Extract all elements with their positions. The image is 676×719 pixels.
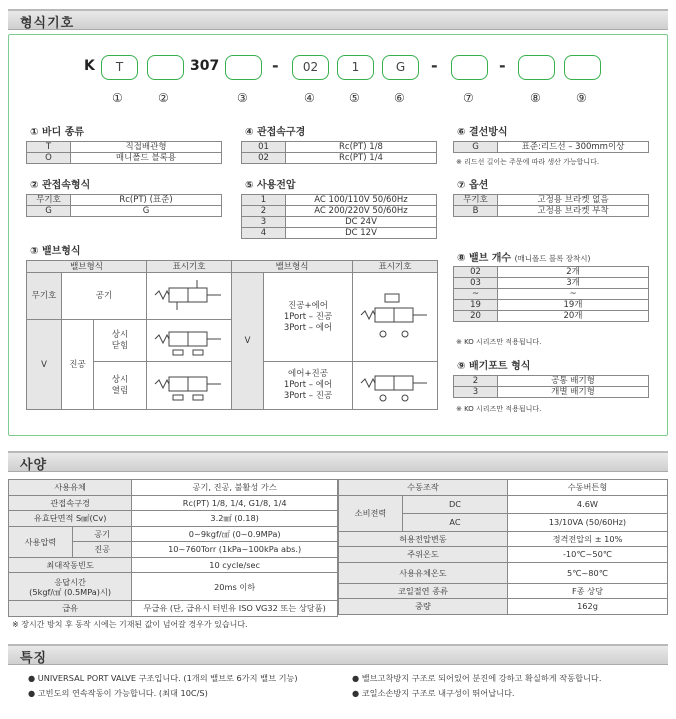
valve-count-title: ⑧ 밸브 개수 (매니폴드 블록 장착시)	[457, 253, 591, 264]
section-header-features	[8, 644, 668, 665]
wiring-table: G 표준:리드선 – 300mm이상	[453, 141, 649, 153]
code-box-1: T	[101, 55, 138, 80]
option-table: 무기호 고정용 브라켓 없음 B 고정용 브라켓 부착	[453, 194, 649, 217]
exhaust-type-title: ⑨ 배기포트 형식	[457, 361, 531, 372]
connection-type-title: ② 관접속형식	[30, 180, 91, 191]
code-box-3	[225, 55, 262, 80]
body-type-title: ① 바디 종류	[30, 127, 85, 138]
voltage-table: 1 AC 100/110V 50/60Hz 2 AC 200/220V 50/60Hz 3 DC 24V 4 DC 12V	[241, 194, 437, 239]
wiring-title: ⑥ 결선방식	[457, 127, 508, 138]
code-box-7	[451, 55, 488, 80]
symbol-air	[147, 273, 232, 320]
feature-item: ● 밸브고착방지 구조로 되어있어 분진에 강하고 확실하게 작동합니다.	[352, 673, 602, 683]
code-box-5: 1	[337, 55, 374, 80]
code-index: ②	[158, 91, 169, 105]
valve-type-table: 밸브형식 표시기호 밸브형식 표시기호 무기호 공기 V 진공+에어 1Port – 진공 3Port – 에어 V 진공 상시 닫힘 상시 열림 에어+진공 1Port – 에어 3Port – 진공	[26, 260, 438, 410]
code-index: ①	[112, 91, 123, 105]
code-box-8	[518, 55, 555, 80]
spec-table-right: 수동조작 수동버튼형 소비전력 DC 4.6W AC 13/10VA (50/60Hz) 허용전압변동 정격전압의 ± 10% 주위온도 -10℃~50℃ 사용유체온도 5℃~80℃ 코일절연 종류 F종 상당 중량 162g	[338, 479, 668, 615]
symbol-vacuum-no	[147, 362, 232, 410]
valve-count-table: 02 2개 03 3개 ~ ~ 19 19개 20 20개	[453, 266, 649, 322]
section-header-specs	[8, 451, 668, 472]
symbol-vacuum-nc	[147, 320, 232, 362]
exhaust-type-table: 2 공통 배기형 3 개별 배기형	[453, 375, 649, 398]
section-title: 사양	[20, 458, 48, 473]
spec-note: ※ 장시간 방치 후 동작 시에는 기재된 값이 넘어갈 경우가 있습니다.	[12, 620, 248, 629]
dash: -	[499, 56, 506, 75]
code-index: ⑥	[394, 91, 405, 105]
dash: -	[431, 56, 438, 75]
exhaust-note: ※ KO 시리즈만 적용됩니다.	[456, 405, 542, 413]
spec-table-left: 사용유체 공기, 진공, 불활성 가스 관접속구경 Rc(PT) 1/8, 1/4, G1/8, 1/4 유효단면적 S㎟(Cv) 3.2㎟ (0.18) 사용압력 공기 0~9kgf/㎠ (0~0.9MPa) 진공 10~760Torr (1kPa~100kPa abs.) 최대작동빈도 10 cycle/sec 응답시간 (5kgf/㎠ (0.5MPa)시) 20ms 이하 급유 무급유 (단, 급유시 터빈유 ISO VG32 또는 상당품)	[8, 479, 338, 617]
feature-item: ● UNIVERSAL PORT VALVE 구조입니다. (1개의 밸브로 6가지 밸브 기능)	[28, 673, 298, 683]
connection-type-table: 무기호 Rc(PT) (표준) G G	[26, 194, 222, 217]
code-index: ④	[304, 91, 315, 105]
feature-item: ● 고빈도의 연속작동이 가능합니다. (최대 10C/S)	[28, 688, 208, 698]
section-title: 형식기호	[20, 16, 75, 31]
feature-item: ● 코일소손방지 구조로 내구성이 뛰어납니다.	[352, 688, 515, 698]
section-title: 특징	[20, 651, 48, 666]
body-type-table: T 직접배관형 O 매니폴드 블록용	[26, 141, 222, 164]
model-prefix: K	[84, 58, 95, 74]
code-box-9	[564, 55, 601, 80]
wiring-note: ※ 리드선 길이는 주문에 따라 생산 가능합니다.	[456, 158, 600, 166]
code-box-2	[147, 55, 184, 80]
dash: -	[272, 56, 279, 75]
valve-type-title: ③ 밸브형식	[30, 246, 81, 257]
section-header-model-code	[8, 9, 668, 30]
code-box-4: 02	[292, 55, 329, 80]
valve-count-note: ※ KO 시리즈만 적용됩니다.	[456, 338, 542, 346]
code-index: ⑦	[463, 91, 474, 105]
code-index: ③	[237, 91, 248, 105]
port-size-table: 01 Rc(PT) 1/8 02 Rc(PT) 1/4	[241, 141, 437, 164]
code-index: ⑧	[530, 91, 541, 105]
code-box-6: G	[382, 55, 419, 80]
port-size-title: ④ 관접속구경	[245, 127, 306, 138]
symbol-air-vacuum	[353, 362, 438, 410]
code-index: ⑤	[349, 91, 360, 105]
code-index: ⑨	[576, 91, 587, 105]
model-series: 307	[190, 58, 220, 74]
voltage-title: ⑤ 사용전압	[245, 180, 296, 191]
option-title: ⑦ 옵션	[457, 180, 489, 191]
symbol-vacuum-air	[353, 273, 438, 362]
